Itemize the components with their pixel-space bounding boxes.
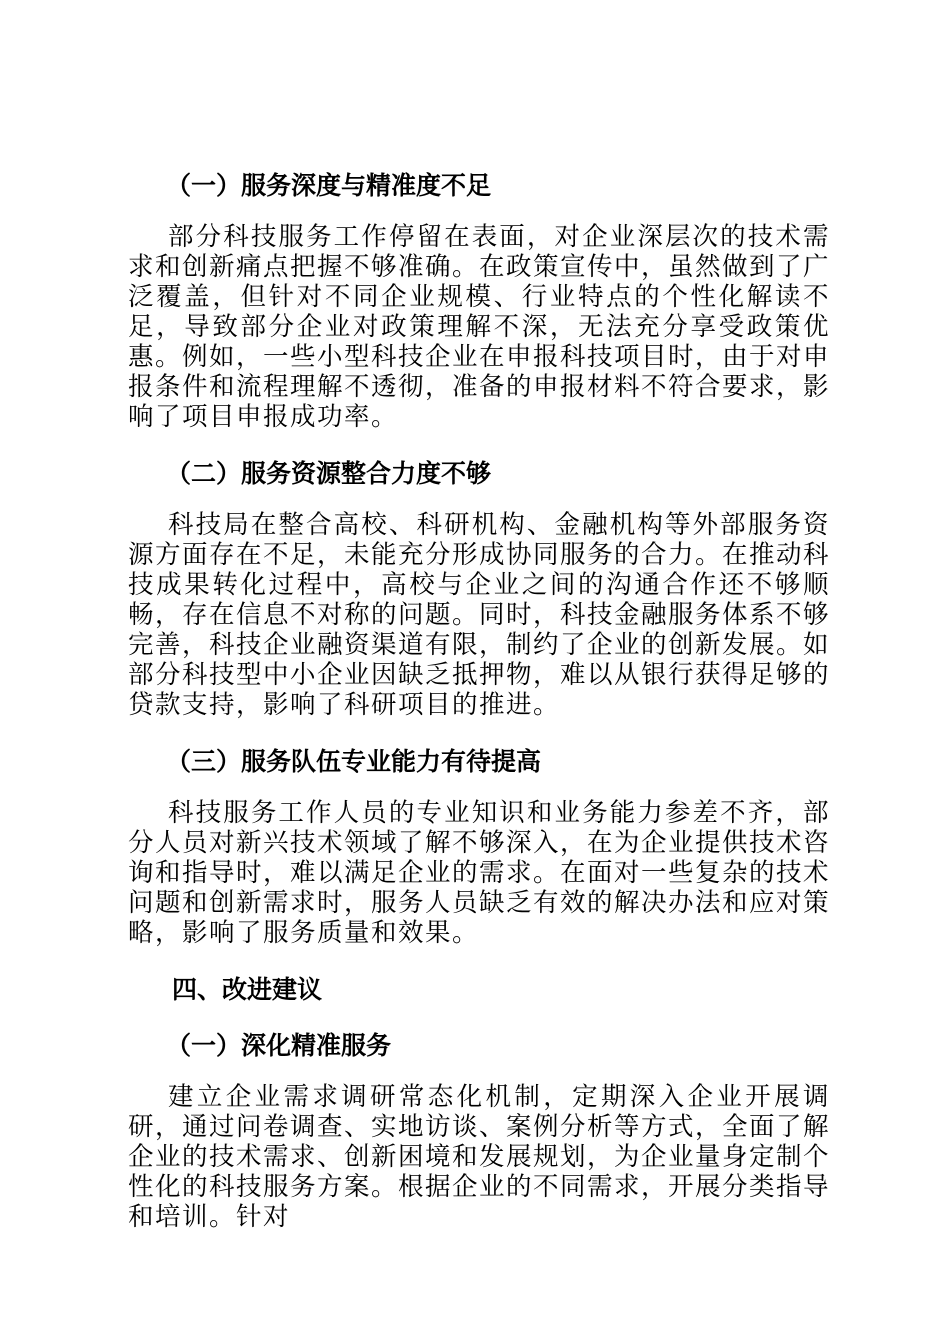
- document-body: [128, 166, 830, 1254]
- section-heading-2: （二）服务资源整合力度不够: [166, 459, 492, 488]
- subsection-paragraph: 建立企业需求调研常态化机制，定期深入企业开展调研，通过问卷调查、实地访谈、案例分析等方式，全面了解企业的技术需求、创新困境和发展规划，为企业量身定制个性化的科技服务方案。根据企业的不同需求，开展分类指导和培训。针对: [128, 1082, 831, 1232]
- section-paragraph-3: 科技服务工作人员的专业知识和业务能力参差不齐，部分人员对新兴技术领域了解不够深入，在为企业提供技术咨询和指导时，难以满足企业的需求。在面对一些复杂的技术问题和创新需求时，服务人员缺乏有效的解决办法和应对策略，影响了服务质量和效果。: [128, 798, 831, 948]
- section-paragraph-1: 部分科技服务工作停留在表面，对企业深层次的技术需求和创新痛点把握不够准确。在政策宣传中，虽然做到了广泛覆盖，但针对不同企业规模、行业特点的个性化解读不足，导致部分企业对政策理解不深，无法充分享受政策优惠。例如，一些小型科技企业在申报科技项目时，由于对申报条件和流程理解不透彻，准备的申报材料不符合要求，影响了项目申报成功率。: [128, 222, 831, 432]
- section-paragraph-2: 科技局在整合高校、科研机构、金融机构等外部服务资源方面存在不足，未能充分形成协同服务的合力。在推动科技成果转化过程中，高校与企业之间的沟通合作还不够顺畅，存在信息不对称的问题。同时，科技金融服务体系不够完善，科技企业融资渠道有限，制约了企业的创新发展。如部分科技型中小企业因缺乏抵押物，难以从银行获得足够的贷款支持，影响了科研项目的推进。: [128, 510, 831, 720]
- subsection-heading: （一）深化精准服务: [166, 1031, 392, 1060]
- section-heading-3: （三）服务队伍专业能力有待提高: [166, 747, 542, 776]
- chapter-heading: 四、改进建议: [172, 975, 323, 1004]
- section-heading-1: （一）服务深度与精准度不足: [166, 171, 492, 200]
